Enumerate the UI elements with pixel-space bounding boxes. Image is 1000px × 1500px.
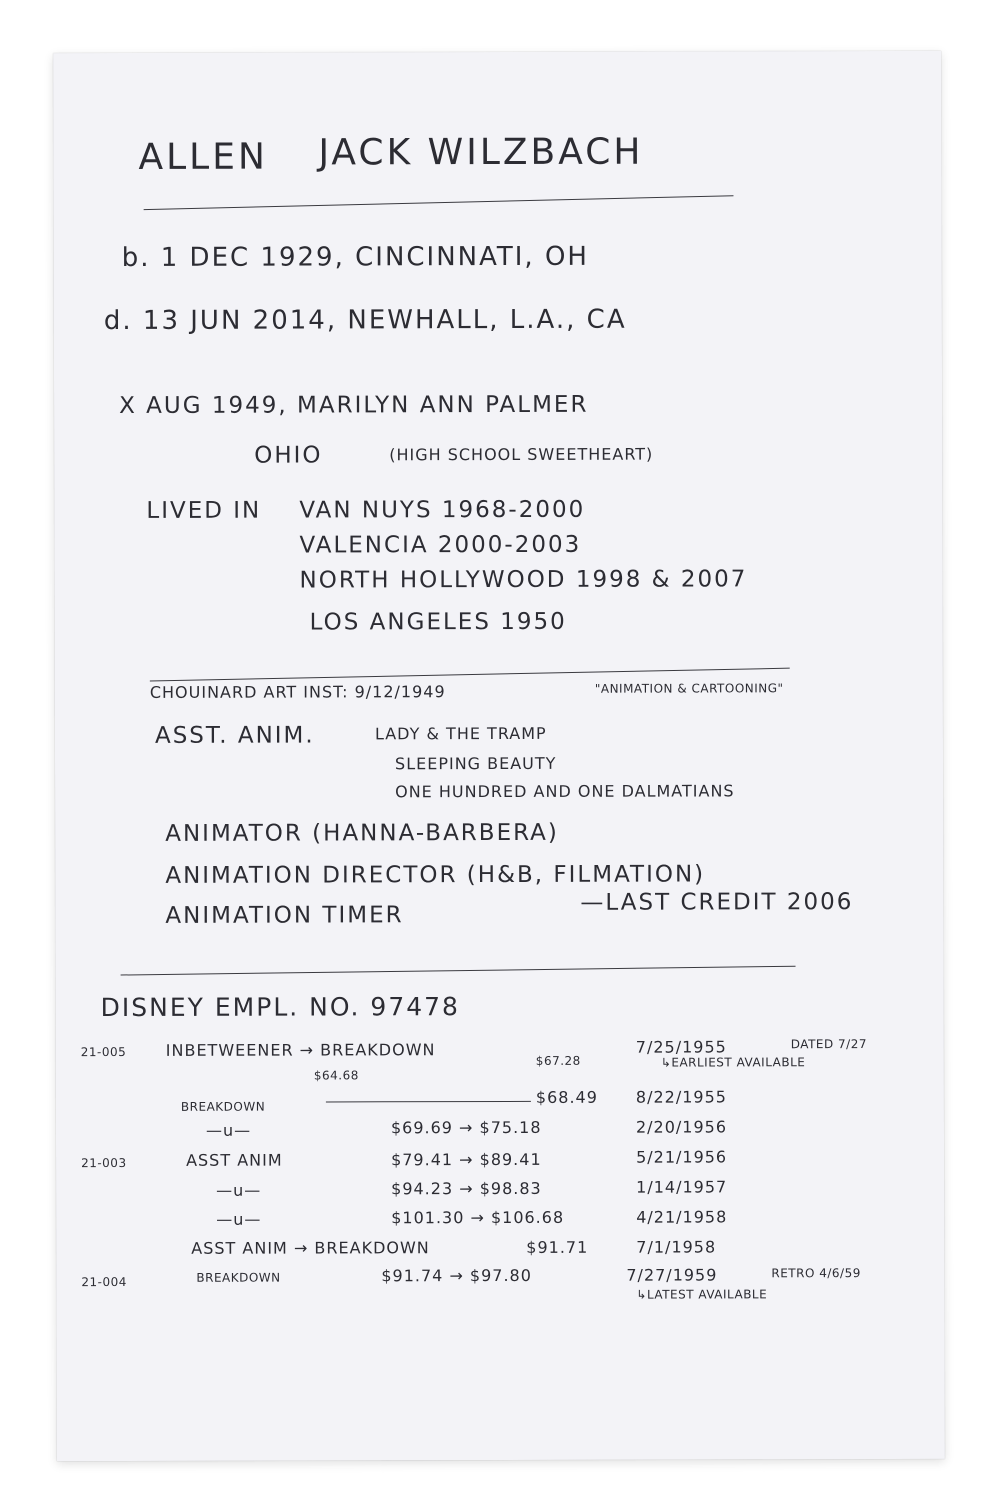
- job-role: INBETWEENER → BREAKDOWN: [165, 1040, 436, 1060]
- film-credit: ONE HUNDRED AND ONE DALMATIANS: [395, 781, 735, 802]
- residence-entry: VALENCIA 2000-2003: [299, 531, 582, 559]
- marriage-note: (HIGH SCHOOL SWEETHEART): [389, 444, 654, 465]
- name-last: JACK WILZBACH: [318, 131, 644, 174]
- ditto-mark: —u—: [216, 1209, 262, 1229]
- job-code: 21-005: [80, 1044, 127, 1060]
- job-role: BREAKDOWN: [180, 1099, 266, 1114]
- school-line: CHOUINARD ART INST: 9/12/1949: [149, 682, 446, 702]
- residence-entry: NORTH HOLLYWOOD 1998 & 2007: [299, 566, 748, 594]
- job-pay: $79.41 → $89.41: [391, 1149, 542, 1170]
- job-pay: $101.30 → $106.68: [391, 1207, 565, 1228]
- film-credit: LADY & THE TRAMP: [374, 723, 547, 744]
- job-role: BREAKDOWN: [196, 1270, 281, 1285]
- job-pay: $68.49: [535, 1087, 598, 1107]
- job-date: 2/20/1956: [635, 1117, 728, 1137]
- job-date: 8/22/1955: [635, 1087, 727, 1107]
- ditto-mark: —u—: [216, 1180, 262, 1200]
- job-sub-pay: $64.68: [313, 1068, 359, 1083]
- job-sub-pay: $67.28: [535, 1053, 581, 1068]
- job-code: 21-003: [81, 1155, 127, 1171]
- name-underline: [144, 195, 734, 210]
- disney-heading: DISNEY EMPL. NO. 97478: [100, 992, 460, 1023]
- last-credit: —LAST CREDIT 2006: [580, 889, 854, 916]
- name-first: ALLEN: [138, 136, 268, 178]
- job-pay: $91.74 → $97.80: [381, 1265, 532, 1286]
- job-role: ASST ANIM: [186, 1150, 283, 1170]
- job-pay: $94.23 → $98.83: [391, 1178, 542, 1199]
- job-date: 4/21/1958: [636, 1207, 728, 1227]
- role-line: ANIMATION TIMER: [165, 902, 404, 929]
- job-date: 7/25/1955: [635, 1037, 727, 1057]
- death-line: d. 13 JUN 2014, NEWHALL, L.A., CA: [103, 304, 627, 337]
- job-date: 5/21/1956: [636, 1147, 728, 1167]
- section-divider: [150, 668, 790, 682]
- school-course: "ANIMATION & CARTOONING": [594, 681, 784, 696]
- arrow-line: [326, 1101, 531, 1103]
- marriage-place: OHIO: [254, 442, 323, 469]
- film-credit: SLEEPING BEAUTY: [394, 753, 557, 774]
- job-date: 1/14/1957: [636, 1177, 728, 1197]
- job-pay: $69.69 → $75.18: [390, 1117, 542, 1138]
- job-note: RETRO 4/6/59: [771, 1266, 861, 1281]
- handwritten-note-page: [53, 51, 945, 1461]
- role-line: ANIMATION DIRECTOR (H&B, FILMATION): [165, 861, 706, 889]
- job-code: 21-004: [81, 1274, 127, 1290]
- job-note: ↳EARLIEST AVAILABLE: [660, 1055, 806, 1070]
- ditto-mark: —u—: [205, 1120, 252, 1140]
- job-date: 7/1/1958: [636, 1237, 717, 1257]
- job-note: ↳LATEST AVAILABLE: [636, 1287, 768, 1302]
- job-date: 7/27/1959: [626, 1265, 718, 1285]
- job-pay: $91.71: [526, 1237, 589, 1257]
- asst-anim-label: ASST. ANIM.: [154, 722, 315, 749]
- job-note: DATED 7/27: [790, 1037, 868, 1052]
- residence-entry: VAN NUYS 1968-2000: [299, 496, 586, 524]
- lived-in-label: LIVED IN: [146, 497, 262, 524]
- section-divider: [121, 966, 796, 976]
- role-line: ANIMATOR (HANNA-BARBERA): [165, 819, 559, 847]
- job-role: ASST ANIM → BREAKDOWN: [191, 1238, 430, 1258]
- birth-line: b. 1 DEC 1929, CINCINNATI, OH: [121, 241, 589, 273]
- marriage-line: X AUG 1949, MARILYN ANN PALMER: [119, 391, 589, 419]
- residence-entry: LOS ANGELES 1950: [309, 608, 567, 636]
